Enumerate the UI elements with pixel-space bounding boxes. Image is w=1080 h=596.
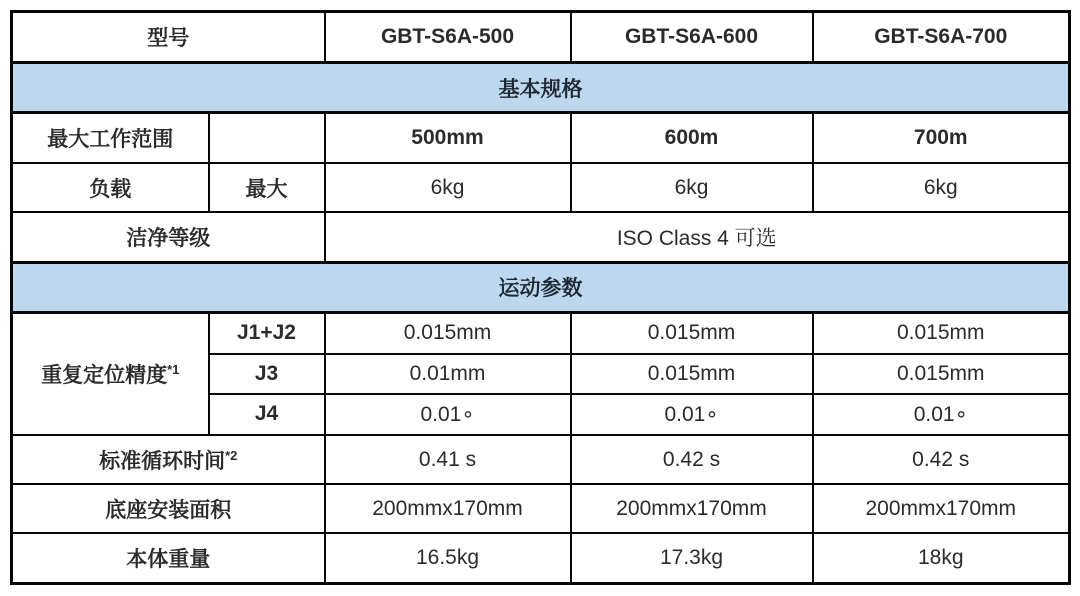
work-range-700: 700m xyxy=(813,113,1070,163)
clean-class-row xyxy=(12,212,1070,262)
payload-700: 6kg xyxy=(813,163,1070,212)
model-name-500: GBT-S6A-500 xyxy=(325,12,571,63)
work-range-row xyxy=(12,113,1070,163)
repeatability-j4-700: 0.01∘ xyxy=(813,394,1070,436)
payload-label: 负载 xyxy=(12,163,209,212)
repeatability-label xyxy=(12,313,209,435)
robot-spec-table xyxy=(10,10,1071,585)
payload-row xyxy=(12,163,1070,212)
section-motion-title: 运动参数 xyxy=(12,262,1070,313)
base-area-label: 底座安装面积 xyxy=(12,484,325,533)
work-range-600: 600m xyxy=(571,113,813,163)
work-range-sub-cell xyxy=(209,113,325,163)
body-weight-700: 18kg xyxy=(813,533,1070,583)
joint-j4-label: J4 xyxy=(209,394,325,436)
model-name-600: GBT-S6A-600 xyxy=(571,12,813,63)
model-row xyxy=(12,12,1070,63)
cycle-time-500: 0.41 s xyxy=(325,435,571,484)
base-area-600: 200mmx170mm xyxy=(571,484,813,533)
section-basic-row xyxy=(12,62,1070,113)
repeatability-j12-500: 0.015mm xyxy=(325,313,571,354)
payload-600: 6kg xyxy=(571,163,813,212)
base-area-700: 200mmx170mm xyxy=(813,484,1070,533)
body-weight-row xyxy=(12,533,1070,583)
base-area-row xyxy=(12,484,1070,533)
model-name-700: GBT-S6A-700 xyxy=(813,12,1070,63)
cycle-time-row xyxy=(12,435,1070,484)
clean-class-value: ISO Class 4 可选 xyxy=(325,212,1070,262)
repeatability-j3-600: 0.015mm xyxy=(571,354,813,394)
repeatability-j12-row xyxy=(12,313,1070,354)
body-weight-label: 本体重量 xyxy=(12,533,325,583)
joint-j12-label: J1+J2 xyxy=(209,313,325,354)
section-motion-row xyxy=(12,262,1070,313)
work-range-500: 500mm xyxy=(325,113,571,163)
cycle-time-label-text: 标准循环时间 xyxy=(99,449,226,473)
work-range-label: 最大工作范围 xyxy=(12,113,209,163)
repeatability-j3-700: 0.015mm xyxy=(813,354,1070,394)
repeatability-j4-500: 0.01∘ xyxy=(325,394,571,436)
clean-class-label: 洁净等级 xyxy=(12,212,325,262)
cycle-time-700: 0.42 s xyxy=(813,435,1070,484)
repeatability-j12-700: 0.015mm xyxy=(813,313,1070,354)
base-area-500: 200mmx170mm xyxy=(325,484,571,533)
payload-sub-label: 最大 xyxy=(209,163,325,212)
body-weight-600: 17.3kg xyxy=(571,533,813,583)
repeatability-j4-600: 0.01∘ xyxy=(571,394,813,436)
payload-500: 6kg xyxy=(325,163,571,212)
cycle-time-footnote-marker: *2 xyxy=(225,447,238,463)
section-basic-title: 基本规格 xyxy=(12,62,1070,113)
cycle-time-600: 0.42 s xyxy=(571,435,813,484)
repeatability-j3-500: 0.01mm xyxy=(325,354,571,394)
repeatability-j12-600: 0.015mm xyxy=(571,313,813,354)
body-weight-500: 16.5kg xyxy=(325,533,571,583)
cycle-time-label xyxy=(12,435,325,484)
model-row-label: 型号 xyxy=(12,12,325,63)
repeatability-label-text: 重复定位精度 xyxy=(41,364,168,388)
repeatability-footnote-marker: *1 xyxy=(167,362,180,378)
joint-j3-label: J3 xyxy=(209,354,325,394)
